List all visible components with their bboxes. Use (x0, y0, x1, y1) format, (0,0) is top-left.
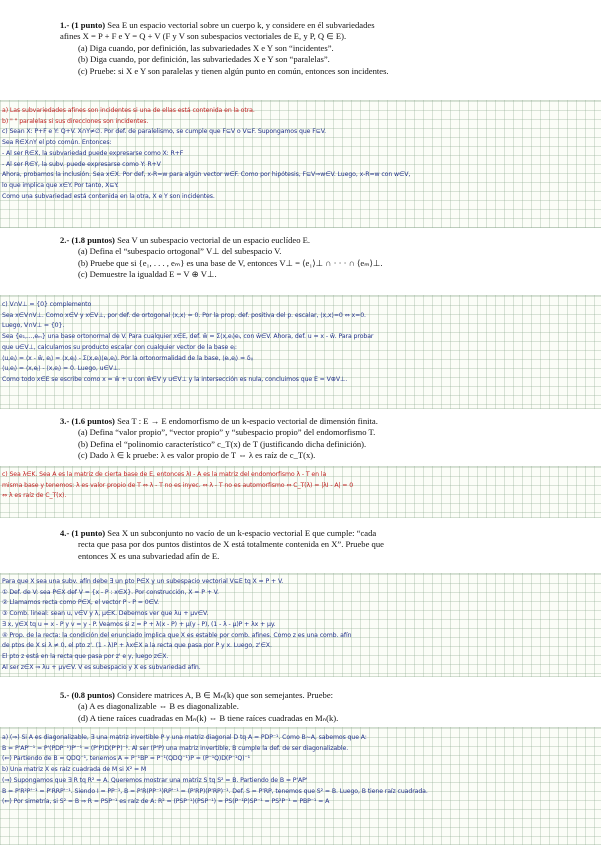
problem-statement: recta que pasa por dos puntos distintos de X está totalmente contenida en X”. Pruebe que (78, 539, 384, 550)
answer-line: Ahora, probamos la inclusión. Sea x∈X. Por def, x-R=w para algún vector w∈F. Como por hipótesis, F⊆V⇒w∈V. Luego, x-R=w con w∈V, (2, 171, 411, 179)
answer-line: Sea x∈V∩V⊥. Como x∈V y x∈V⊥, por def. de ortogonal ⟨x,x⟩ = 0. Por la prop. def. positiva del p. escalar, ⟨x,x⟩=0 ⇔ x=0. (2, 311, 366, 319)
answer-line: ∃ x, y∈X tq u = x - P y v = y - P. Veamos si z = P + λ(x - P) + μ(y - P), (1 - λ - μ)P + λx + μy. (2, 620, 276, 628)
answer-line: ⟨u,eⱼ⟩ = ⟨x - ŵ, eⱼ⟩ = ⟨x,eⱼ⟩ - Σ⟨x,eᵢ⟩⟨eᵢ,eⱼ⟩. Por la ortonormalidad de la base, ⟨eᵢ,eⱼ⟩ = δᵢⱼ (2, 354, 253, 362)
answer-line: de ptos de X si λ ≠ 0, el pto z'. (1 - λ)P + λx∈X a la recta que pasa por P y x. Luego, z'∈X. (2, 642, 272, 650)
problem-item: (c) Demuestre la igualdad E = V ⊕ V⊥. (78, 269, 217, 280)
answer-line: ⇔ λ es raíz de C_T(x). (2, 492, 67, 500)
handwritten-answer (2, 733, 599, 808)
problem-5 (60, 690, 550, 724)
answer-line: c) V∩V⊥ = {0} complemento (2, 301, 92, 308)
answer-line: a) Las subvariedades afines son incidentes si una de ellas está contenida en la otra. (2, 107, 255, 114)
problem-statement: Sea E un espacio vectorial sobre un cuerpo k, y considere en él subvariedades (107, 20, 375, 30)
problem-item: (d) A tiene raíces cuadradas en Mₙ(k) ⇔ B tiene raíces cuadradas en Mₙ(k). (78, 712, 339, 723)
answer-line: ② Llamamos recta como P∈X, el vector P - P = 0∈V. (2, 599, 160, 607)
problem-2 (60, 235, 550, 281)
handwritten-answer (2, 470, 599, 502)
problem-number: 4.- (60, 528, 70, 538)
answer-line: Para que X sea una subv. afín debe ∃ un pto P∈X y un subespacio vectorial V⊆E tq X = P + V. (2, 578, 284, 585)
answer-line: a) (⇒) Si A es diagonalizable, ∃ una matriz invertible P y una matriz diagonal D tq A = PDP⁻¹. Como B∼A, sabemos que A: (2, 734, 367, 741)
answer-sheet-1 (0, 100, 601, 228)
problem-statement: Sea T : E → E endomorfismo de un k-espacio vectorial de dimensión finita. (117, 416, 378, 426)
problem-item: (a) Diga cuando, por definición, las subvariedades X e Y son “incidentes”. (78, 42, 334, 53)
answer-line: - Al ser R∈X, la subvariedad puede expresarse como X: R+F (2, 149, 184, 157)
answer-line: b) Una matriz X es raíz cuadrada de M si X² = M (2, 766, 147, 774)
answer-line: ① Def. de V: sea P∈X def V = {x - P : x∈X}. Por construcción, X = P + V. (2, 588, 219, 596)
answer-line: b) " " paralelas si sus direcciones son incidentes. (2, 117, 149, 125)
answer-line: c) Sean X: P+F e Y: Q+V. X∩Y≠∅. Por def. de paralelismo, se cumple que F⊆V o V⊆F. Supongamos que F⊆V. (2, 128, 326, 136)
answer-line: misma base y tenemos: λ es valor propio de T ⇔ λ - T no es inyec. ⇔ λ - T no es automorfismo ⇔ C_T(λ) = |λI - A| = 0 (2, 481, 354, 489)
problem-points: (1.8 puntos) (71, 235, 115, 245)
answer-line: El pto z está en la recta que pasa por z' e y, luego z∈X. (2, 652, 169, 660)
problem-points: (0.8 puntos) (71, 690, 115, 700)
answer-line: (⇐) Partiendo de B = QDQ⁻¹, tenemos A = P⁻¹BP = P⁻¹(QDQ⁻¹)P = (P⁻¹Q)D(P⁻¹Q)⁻¹ (2, 755, 251, 763)
problem-4 (60, 528, 550, 562)
problem-item: (b) Defina el “polinomio característico” c_T(x) de T (justificando dicha definición). (78, 438, 367, 449)
problem-item: (c) Pruebe: si X e Y son paralelas y tienen algún punto en común, entonces son incidentes. (78, 65, 389, 76)
answer-line: Como todo x∈E se escribe como x = ŵ + u con ŵ∈V y u∈V⊥ y la intersección es nula, concluimos que E = V⊕V⊥. (2, 375, 348, 383)
answer-line: Luego, V∩V⊥ = {0}. (2, 322, 65, 330)
problem-item: (b) Pruebe que si {e₁, . . . , eₘ} es una base de V, entonces V⊥ = ⟨e₁⟩⊥ ∩ · · · ∩ ⟨eₘ⟩⊥. (78, 257, 383, 268)
answer-sheet-2 (0, 295, 601, 409)
problem-1 (60, 20, 550, 77)
problem-points: (1 punto) (71, 20, 106, 30)
problem-statement: afines X = P + F e Y = Q + V (F y V son subespacios vectoriales de E, y P, Q ∈ E). (60, 31, 347, 42)
answer-sheet-5 (0, 727, 601, 845)
answer-line: Al ser z∈X ⇒ λu + μv∈V. V es subespacio y X es subvariedad afín. (2, 663, 201, 671)
problem-item: (a) Defina “valor propio”, “vector propio” y “subespacio propio” del endomorfismo T. (78, 427, 376, 438)
problem-item: (a) Defina el “subespacio ortogonal” V⊥ del subespacio V. (78, 246, 282, 257)
problem-3 (60, 416, 550, 462)
answer-line: B = P'R²P'⁻¹ = P'RRP'⁻¹. Siendo I = PP⁻¹, B = P'R(PP⁻¹)RP'⁻¹ = (P'RP)(P'RP)⁻¹. Def. S = P'RP, tenemos que S² = B. Luego, B tiene raíz cuadrada. (2, 787, 428, 795)
answer-line: Sea R∈X∩Y el pto común. Entonces: (2, 139, 112, 147)
answer-line: ④ Prop. de la recta: la condición del enunciado implica que X es estable por comb. afines. Como z es una comb. afín (2, 631, 352, 639)
problem-item: (b) Diga cuando, por definición, las subvariedades X e Y son “paralelas”. (78, 54, 330, 65)
problem-statement: entonces X es una subvariedad afín de E. (78, 550, 220, 561)
answer-sheet-4 (0, 573, 601, 677)
answer-line: que u∈V⊥, calculamos su producto escalar con cualquier vector de la base eⱼ: (2, 343, 237, 351)
problem-item: (c) Dado λ ∈ k pruebe: λ es valor propio de T ⇔ λ es raíz de c_T(x). (78, 450, 316, 461)
answer-line: c) Sea λ∈K. Sea A es la matriz de cierta base de E, entonces λI - A es la matriz del endomorfismo λ - T en la (2, 471, 327, 478)
answer-line: B = P'AP'⁻¹ = P'(PDP⁻¹)P'⁻¹ = (P'P)D(P'P)⁻¹. Al ser (P'P) una matriz invertible, B cumple la def. de ser diagonalizable. (2, 744, 349, 752)
handwritten-answer (2, 577, 599, 673)
problem-number: 2.- (60, 235, 70, 245)
problem-statement: Sea X un subconjunto no vacío de un k-espacio vectorial E que cumple: “cada (107, 528, 377, 538)
answer-line: ③ Comb. lineal: sean u, v∈V y λ, μ∈K. Debemos ver que λu + μv∈V. (2, 610, 209, 618)
problem-points: (1.6 puntos) (71, 416, 115, 426)
problem-number: 1.- (60, 20, 70, 30)
answer-line: lo que implica que x∈Y. Por tanto, X⊆Y. (2, 181, 119, 189)
problem-number: 3.- (60, 416, 70, 426)
answer-line: Como una subvariedad está contenida en la otra, X e Y son incidentes. (2, 192, 215, 200)
problem-points: (1 punto) (71, 528, 106, 538)
problem-item: (a) A es diagonalizable ⇔ B es diagonalizable. (78, 701, 239, 712)
answer-line: - Al ser R∈Y, la subv. puede expresarse como Y: R+V (2, 160, 161, 168)
handwritten-answer (2, 300, 599, 386)
answer-line: Sea {e₁,...,eₘ} una base ortonormal de V. Para cualquier x∈E, def. ŵ = Σ⟨x,eᵢ⟩eᵢ, con ŵ∈V. Ahora, def. u = x - ŵ. Para probar (2, 333, 374, 341)
answer-line: (⇐) Por simetría, si S² = B ⇒ R = PSP⁻¹ es raíz de A: R² = (PSP⁻¹)(PSP⁻¹) = PS(P⁻¹P)SP⁻¹ = PS²P⁻¹ = PBP⁻¹ = A (2, 798, 330, 806)
answer-sheet-3 (0, 466, 601, 518)
answer-line: ⟨u,eⱼ⟩ = ⟨x,eⱼ⟩ - ⟨x,eⱼ⟩ = 0. Luego, u∈V⊥. (2, 365, 120, 373)
answer-line: (⇒) Supongamos que ∃ R tq R² = A. Queremos mostrar una matriz S tq S² = B. Partiendo de B = P'AP' (2, 776, 308, 784)
handwritten-answer (2, 106, 599, 202)
problem-number: 5.- (60, 690, 70, 700)
problem-statement: Considere matrices A, B ∈ Mₙ(k) que son semejantes. Pruebe: (117, 690, 334, 700)
problem-statement: Sea V un subespacio vectorial de un espacio euclídeo E. (117, 235, 311, 245)
